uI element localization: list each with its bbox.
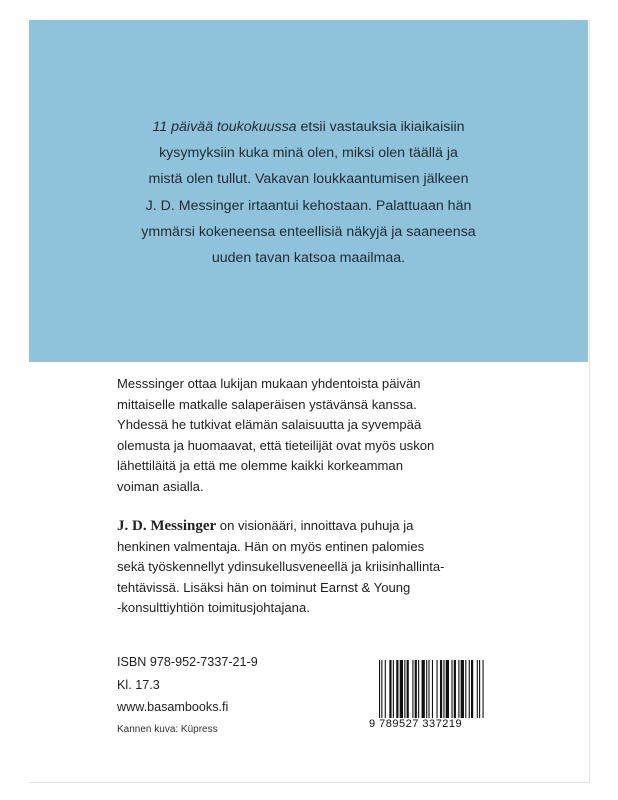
bio-line: on visionääri, innoittava puhuja ja (216, 518, 414, 533)
blurb-line: kysymyksiin kuka minä olen, miksi olen täällä ja (159, 145, 458, 162)
cover-credit: Kannen kuva: Küpress (117, 724, 218, 735)
bio-line: sekä työskennellyt ydinsukellusveneellä ja kriisinhallinta- (117, 559, 445, 575)
description-line: voiman asialla. (117, 478, 204, 494)
barcode-bars-icon (379, 660, 519, 718)
bio-line: tehtävissä. Lisäksi hän on toiminut Earnst & Young (117, 579, 411, 595)
blurb-panel (29, 20, 588, 362)
blurb-line: J. D. Messinger irtaantui kehostaan. Palattuaan hän (145, 197, 472, 214)
classification: Kl. 17.3 (117, 678, 160, 692)
book-title-italic: 11 päivää toukokuussa (152, 119, 297, 135)
blurb-text (29, 114, 588, 271)
author-bio (117, 516, 537, 619)
description-line: Yhdessä he tutkivat elämän salaisuutta ja syvempää (117, 417, 422, 433)
barcode-digits: 9 789527 337219 (369, 718, 463, 730)
blurb-line: etsii vastauksia ikiaikaisiin (296, 119, 465, 135)
description-paragraph (117, 374, 537, 498)
barcode (367, 658, 528, 736)
author-name: J. D. Messinger (117, 518, 217, 534)
bio-line: henkinen valmentaja. Hän on myös entinen palomies (117, 538, 425, 554)
blurb-line: mistä olen tullut. Vakavan loukkaantumisen jälkeen (148, 171, 469, 188)
description-line: olemusta ja huomaavat, että tieteilijät ovat myös uskon (117, 437, 435, 453)
blurb-line: ymmärsi kokeneensa enteellisiä näkyjä ja saaneensa (141, 223, 476, 240)
isbn: ISBN 978-952-7337-21-9 (117, 655, 258, 669)
description-line: lähettiläitä ja että me olemme kaikki korkeamman (117, 458, 403, 474)
description-line: mittaiselle matkalle salaperäisen ystävänsä kanssa. (117, 396, 417, 412)
bio-line: -konsulttiyhtiön toimitusjohtajana. (117, 600, 310, 616)
blurb-line: uuden tavan katsoa maailmaa. (211, 250, 406, 267)
website: www.basambooks.fi (117, 700, 229, 714)
description-line: Messsinger ottaa lukijan mukaan yhdentoista päivän (117, 376, 421, 391)
